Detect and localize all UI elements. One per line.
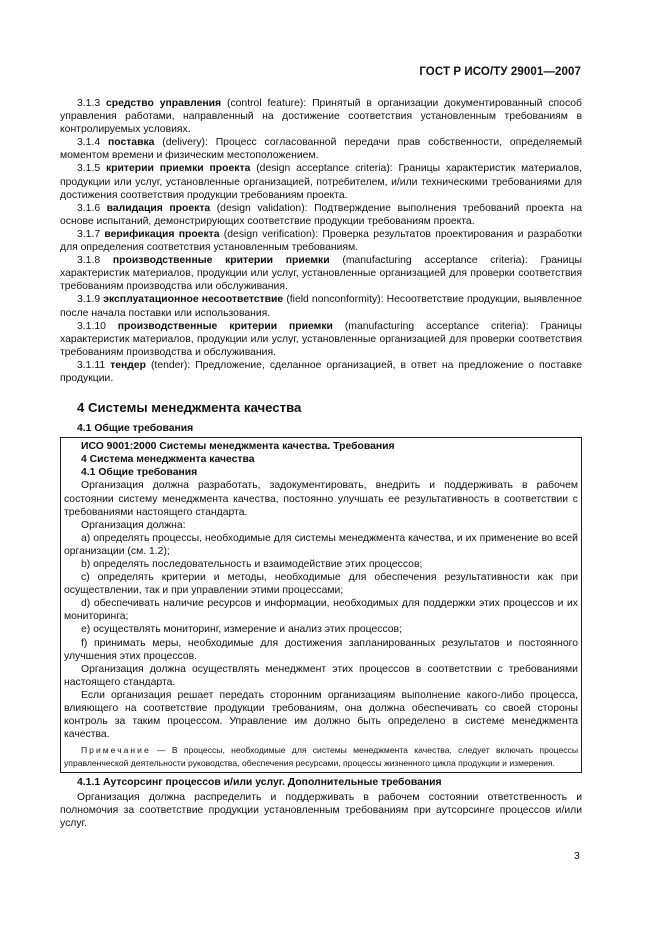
- definition-item: [60, 293, 582, 319]
- quote-paragraph: Организация должна осуществлять менеджмент этих процессов в соответствии с требованиями настоящего стандарта.: [64, 663, 578, 688]
- definitions-list: [60, 97, 582, 385]
- definition-number: 3.1.11: [77, 359, 106, 371]
- definition-number: 3.1.7: [77, 228, 101, 240]
- quote-paragraph: a) определять процессы, необходимые для системы менеджмента качества, и их применение во всей организации (см. 1.2);: [64, 532, 578, 557]
- page-content: [60, 97, 582, 831]
- definition-text: (design validation): Подтверждение выполнения требований проекта на основе испытаний, демонстрирующих соответствие продукции требованиям проекта.: [60, 202, 582, 227]
- definition-item: [60, 136, 582, 162]
- quote-paragraph: f) принимать меры, необходимые для достижения запланированных результатов и постоянного улучшения этих процессов.: [64, 637, 578, 662]
- definition-item: [60, 162, 582, 201]
- definition-text: (design verification): Проверка результатов проектирования и разработки для определения соответствия установленным требованиям.: [60, 228, 583, 254]
- definition-item: [60, 254, 582, 293]
- note-label: Примечание: [81, 745, 151, 756]
- definition-text: (manufacturing acceptance criteria): Границы характеристик материалов, продукции или услуг, установленные организацией для проверки соответствия требованиям производства или обслуживания.: [60, 255, 583, 293]
- quote-paragraph: Если организация решает передать сторонним организациям выполнение какого-либо процесса, влияющего на соответствие продукции требованиям, она должна обеспечивать со своей стороны контроль за таким процессом. Управление им должно быть определено в системе менеджмента качества.: [64, 689, 578, 741]
- definition-number: 3.1.4: [77, 137, 101, 149]
- definition-number: 3.1.5: [77, 163, 101, 175]
- definition-number: 3.1.10: [77, 320, 106, 332]
- definition-item: [60, 202, 582, 228]
- definition-number: 3.1.3: [77, 98, 101, 109]
- definition-text: (delivery): Процесс согласованной передачи прав собственности, определяемый моментом времени и физическим местоположением.: [60, 137, 583, 162]
- definition-text: (tender): Предложение, сделанное организацией, в ответ на предложение о поставке продукции.: [60, 359, 583, 384]
- definition-number: 3.1.6: [77, 202, 101, 214]
- quote-source-title: ИСО 9001:2000 Системы менеджмента качества. Требования: [81, 441, 395, 453]
- definition-text: (manufacturing acceptance criteria): Границы характеристик материалов, продукции или услуг, установленные организацией для проверки соответствия требованиям производства и обслуживания.: [60, 320, 583, 358]
- note: [64, 744, 578, 769]
- quote-subsection-heading: 4.1 Общие требования: [81, 467, 198, 479]
- definition-term: верификация проекта: [104, 228, 220, 240]
- quote-paragraphs: [64, 479, 578, 741]
- definition-term: валидация проекта: [106, 202, 211, 214]
- definition-item: [60, 97, 582, 136]
- definition-term: тендер: [110, 359, 146, 371]
- definition-term: эксплуатационное несоответствие: [103, 294, 284, 306]
- page-number: 3: [574, 851, 580, 862]
- definition-item: [60, 228, 582, 254]
- definition-term: критерии приемки проекта: [105, 163, 251, 175]
- definition-item: [60, 320, 582, 359]
- quote-paragraph: e) осуществлять мониторинг, измерение и анализ этих процессов;: [81, 624, 402, 636]
- quote-paragraph: Организация должна разработать, задокументировать, внедрить и поддерживать в рабочем состоянии систему менеджмента качества, постоянно улучшать ее результативность в соответствии с требованиями настоящего стандарта.: [64, 480, 578, 518]
- definition-term: производственные критерии приемки: [117, 320, 333, 332]
- definition-text: (field nonconformity): Несоответствие продукции, выявленное после начала поставки или использования.: [60, 294, 583, 319]
- definition-text: (design acceptance criteria): Границы характеристик материалов, продукции или услуг, установленные организацией, потребителем, и/или техническими требованиями для достижения соответствия продукции требованиям проекта.: [60, 163, 583, 201]
- definition-term: средство управления: [106, 98, 222, 109]
- section-4-1-1-text: Организация должна распределить и поддерживать в рабочем состоянии ответственность и полномочия за соответствие продукции установленным требованиям при аутсорсинге процессов и/или услуг.: [60, 792, 582, 830]
- section-4-1-heading: 4.1 Общие требования: [77, 423, 194, 435]
- quote-paragraph: b) определять последовательность и взаимодействие этих процессов;: [81, 559, 423, 570]
- document-code-header: ГОСТ Р ИСО/ТУ 29001—2007: [419, 66, 581, 78]
- definition-term: поставка: [107, 137, 155, 149]
- iso-quote-box: [60, 437, 582, 773]
- quote-section-heading: 4 Система менеджмента качества: [81, 454, 255, 466]
- definition-number: 3.1.8: [77, 255, 101, 267]
- definition-item: [60, 359, 582, 385]
- note-text: — В процессы, необходимые для системы менеджмента качества, следует включать процессы управленческой деятельности руководства, обеспечения ресурсами, процессы жизненного цикла продукции и измерения.: [64, 745, 579, 768]
- quote-paragraph: d) обеспечивать наличие ресурсов и информации, необходимых для поддержки этих процессов и их мониторинга;: [64, 598, 578, 623]
- section-4-heading: 4 Системы менеджмента качества: [77, 400, 302, 416]
- section-4-1-1-heading: 4.1.1 Аутсорсинг процессов и/или услуг. Дополнительные требования: [77, 777, 442, 789]
- quote-paragraph: c) определять критерии и методы, необходимые для обеспечения результативности как при осуществлении, так и при управлении этими процессами;: [64, 572, 578, 597]
- definition-text: (control feature): Принятый в организации документированный способ управления работами, направленный на достижение соответствия установленным требованиям в контролируемых условиях.: [60, 98, 582, 136]
- definition-term: производственные критерии приемки: [112, 255, 330, 267]
- definition-number: 3.1.9: [77, 294, 101, 306]
- quote-paragraph: Организация должна:: [81, 519, 186, 531]
